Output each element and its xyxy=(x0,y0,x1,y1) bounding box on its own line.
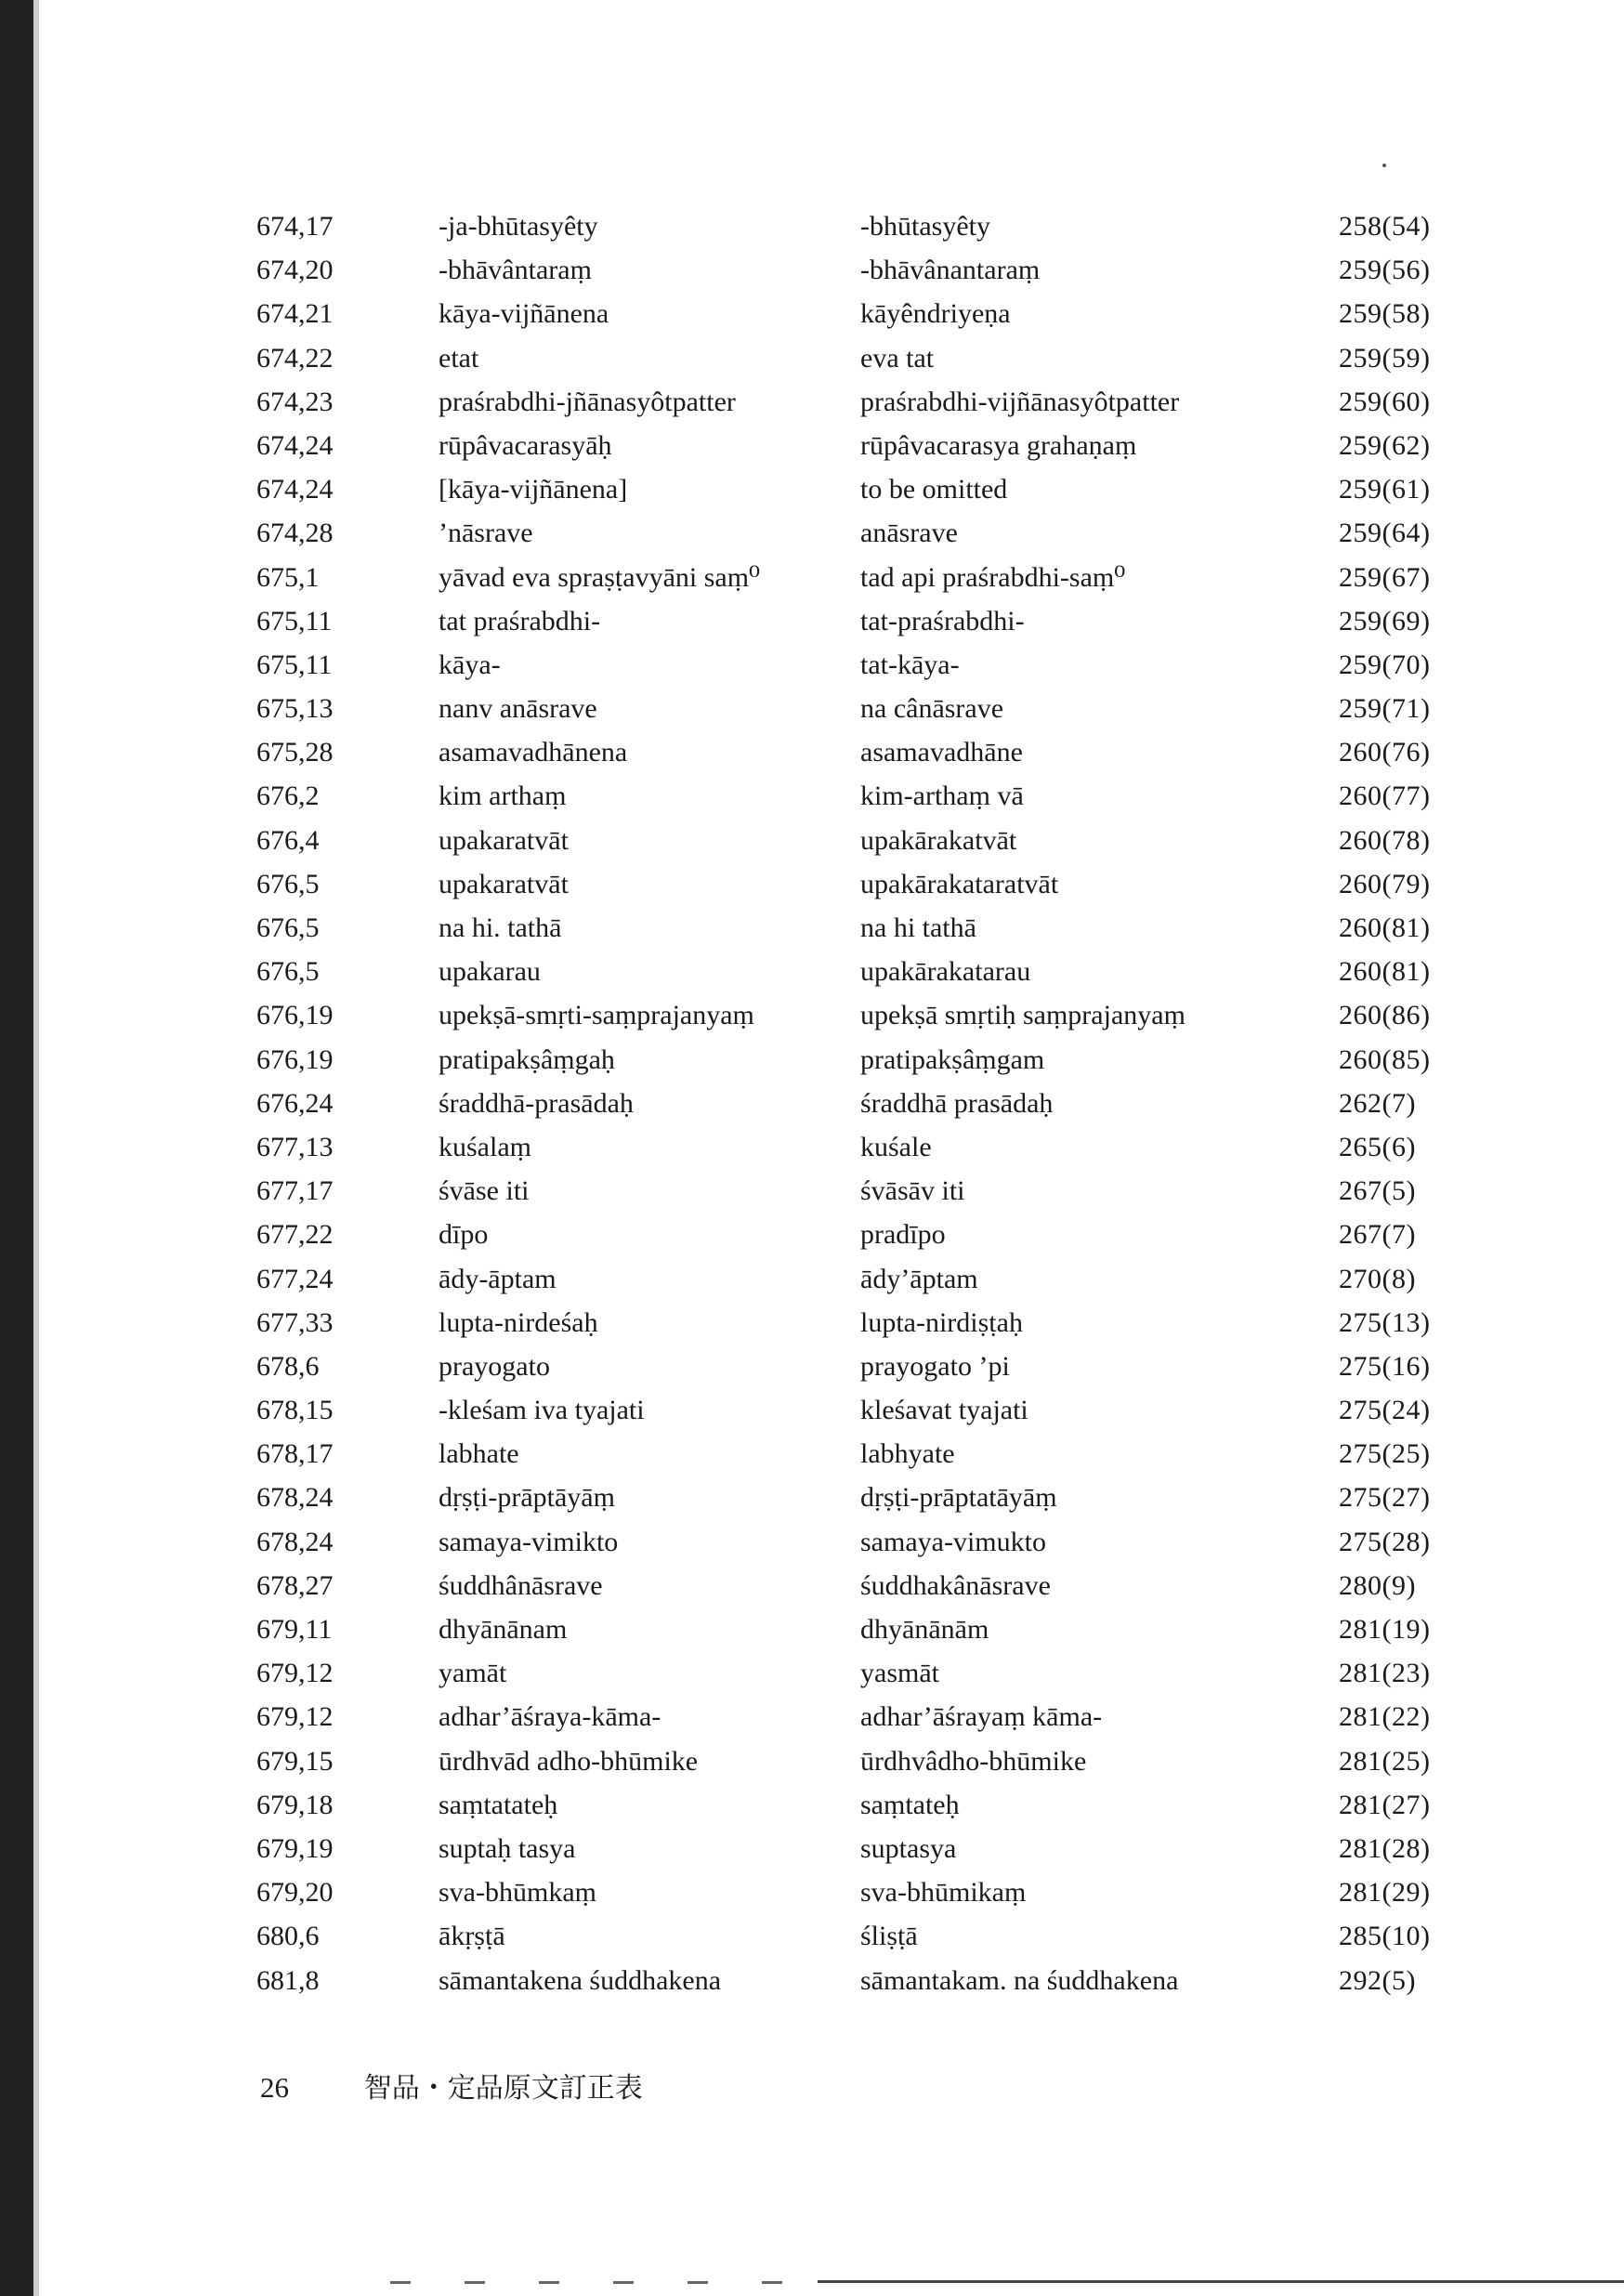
corrected-reading: na hi tathā xyxy=(860,912,976,943)
table-row xyxy=(256,1476,1464,1519)
line-ref: 674,17 xyxy=(256,211,334,242)
page-number: 26 xyxy=(260,2071,289,2104)
page-reference: 281(19) xyxy=(1339,1614,1431,1645)
table-row xyxy=(256,993,1464,1037)
page-reference: 259(56) xyxy=(1339,255,1431,286)
corrected-reading: suptasya xyxy=(860,1832,957,1864)
original-reading: yāvad eva spraṣṭavyāni saṃ⁰ xyxy=(439,561,761,593)
page-reference: 259(58) xyxy=(1339,298,1431,330)
original-reading: kāya- xyxy=(439,649,501,680)
corrected-reading: saṃtateḥ xyxy=(860,1789,960,1820)
corrected-reading: tat-kāya- xyxy=(860,649,960,680)
table-row xyxy=(256,1739,1464,1783)
table-row xyxy=(256,599,1464,643)
table-row xyxy=(256,819,1464,862)
original-reading: kāya-vijñānena xyxy=(439,298,609,330)
corrected-reading: kim-arthaṃ vā xyxy=(860,781,1024,812)
original-reading: na hi. tathā xyxy=(439,912,562,943)
table-row xyxy=(256,1388,1464,1432)
page-reference: 259(60) xyxy=(1339,386,1431,417)
table-row xyxy=(256,906,1464,950)
table-row xyxy=(256,556,1464,599)
original-reading: [kāya-vijñānena] xyxy=(439,474,628,505)
page-reference: 292(5) xyxy=(1339,1964,1416,1996)
table-row xyxy=(256,1038,1464,1082)
original-reading: nanv anāsrave xyxy=(439,693,597,725)
line-ref: 679,20 xyxy=(256,1877,334,1909)
page-reference: 259(71) xyxy=(1339,693,1431,725)
page-reference: 260(78) xyxy=(1339,824,1431,856)
original-reading: upekṣā-smṛti-saṃprajanyaṃ xyxy=(439,1000,754,1031)
page-reference: 267(7) xyxy=(1339,1219,1416,1251)
corrected-reading: tad api praśrabdhi-saṃ⁰ xyxy=(860,561,1126,593)
original-reading: -bhāvântaraṃ xyxy=(439,255,592,286)
page-reference: 275(24) xyxy=(1339,1395,1431,1426)
original-reading: ākṛṣṭā xyxy=(439,1921,505,1952)
corrected-reading: dṛṣṭi-prāptatāyāṃ xyxy=(860,1482,1057,1514)
table-row xyxy=(256,1257,1464,1301)
table-row xyxy=(256,1345,1464,1388)
page-reference: 259(62) xyxy=(1339,429,1431,461)
line-ref: 679,11 xyxy=(256,1614,333,1645)
line-ref: 679,18 xyxy=(256,1789,334,1820)
corrected-reading: yasmāt xyxy=(860,1658,939,1689)
original-reading: upakaratvāt xyxy=(439,824,569,856)
page-reference: 260(85) xyxy=(1339,1043,1431,1075)
scan-edge-left xyxy=(0,0,33,2296)
line-ref: 681,8 xyxy=(256,1964,320,1996)
line-ref: 678,15 xyxy=(256,1395,334,1426)
page-reference: 259(70) xyxy=(1339,649,1431,680)
corrected-reading: dhyānānām xyxy=(860,1614,989,1645)
table-row xyxy=(256,1082,1464,1125)
line-ref: 674,21 xyxy=(256,298,334,330)
corrected-reading: śuddhakânāsrave xyxy=(860,1569,1051,1601)
page-reference: 260(81) xyxy=(1339,956,1431,988)
original-reading: prayogato xyxy=(439,1350,550,1382)
table-row xyxy=(256,1125,1464,1169)
original-reading: yamāt xyxy=(439,1658,507,1689)
corrected-reading: ādy’āptam xyxy=(860,1263,978,1294)
table-row xyxy=(256,950,1464,993)
line-ref: 679,12 xyxy=(256,1701,334,1733)
table-row xyxy=(256,1432,1464,1476)
line-ref: 678,27 xyxy=(256,1569,334,1601)
original-reading: ādy-āptam xyxy=(439,1263,557,1294)
page-reference: 262(7) xyxy=(1339,1087,1416,1119)
original-reading: lupta-nirdeśaḥ xyxy=(439,1306,598,1338)
corrected-reading: pratipakṣâṃgam xyxy=(860,1043,1045,1075)
page-reference: 275(27) xyxy=(1339,1482,1431,1514)
table-row xyxy=(256,1520,1464,1564)
original-reading: dṛṣṭi-prāptāyāṃ xyxy=(439,1482,615,1514)
original-reading: samaya-vimikto xyxy=(439,1526,619,1557)
corrected-reading: prayogato ’pi xyxy=(860,1350,1010,1382)
corrected-reading: samaya-vimukto xyxy=(860,1526,1046,1557)
original-reading: upakaratvāt xyxy=(439,868,569,899)
page-reference: 265(6) xyxy=(1339,1131,1416,1162)
table-row xyxy=(256,204,1464,248)
original-reading: suptaḥ tasya xyxy=(439,1832,576,1864)
original-reading: adhar’āśraya-kāma- xyxy=(439,1701,661,1733)
line-ref: 677,17 xyxy=(256,1175,334,1207)
page-reference: 258(54) xyxy=(1339,211,1431,242)
page-reference: 281(29) xyxy=(1339,1877,1431,1909)
page-reference: 281(28) xyxy=(1339,1832,1431,1864)
page-reference: 275(13) xyxy=(1339,1306,1431,1338)
table-row xyxy=(256,1695,1464,1738)
table-row xyxy=(256,1169,1464,1213)
table-row xyxy=(256,1301,1464,1345)
page-reference: 259(59) xyxy=(1339,342,1431,374)
original-reading: -ja-bhūtasyêty xyxy=(439,211,598,242)
original-reading: asamavadhānena xyxy=(439,737,628,768)
line-ref: 679,12 xyxy=(256,1658,334,1689)
line-ref: 675,13 xyxy=(256,693,334,725)
line-ref: 680,6 xyxy=(256,1921,320,1952)
corrected-reading: upekṣā smṛtiḥ saṃprajanyaṃ xyxy=(860,1000,1185,1031)
original-reading: rūpâvacarasyāḥ xyxy=(439,429,612,461)
original-reading: kuśalaṃ xyxy=(439,1131,531,1162)
line-ref: 679,19 xyxy=(256,1832,334,1864)
scan-edge-dashes xyxy=(390,2281,799,2284)
original-reading: labhate xyxy=(439,1438,519,1470)
page-reference: 270(8) xyxy=(1339,1263,1416,1294)
corrected-reading: upakārakataratvāt xyxy=(860,868,1059,899)
table-row xyxy=(256,467,1464,511)
line-ref: 675,11 xyxy=(256,605,333,636)
corrected-reading: sva-bhūmikaṃ xyxy=(860,1877,1027,1909)
page-reference: 280(9) xyxy=(1339,1569,1416,1601)
line-ref: 676,19 xyxy=(256,1000,334,1031)
page-reference: 275(16) xyxy=(1339,1350,1431,1382)
footer-title: 智品・定品原文訂正表 xyxy=(363,2072,643,2105)
original-reading: śraddhā-prasādaḥ xyxy=(439,1087,634,1119)
original-reading: kim arthaṃ xyxy=(439,781,567,812)
original-reading: pratipakṣâṃgaḥ xyxy=(439,1043,615,1075)
page-reference: 275(25) xyxy=(1339,1438,1431,1470)
page-reference: 281(25) xyxy=(1339,1745,1431,1777)
table-row xyxy=(256,1783,1464,1827)
table-row xyxy=(256,336,1464,380)
original-reading: sva-bhūmkaṃ xyxy=(439,1877,596,1909)
table-row xyxy=(256,1827,1464,1870)
original-reading: tat praśrabdhi- xyxy=(439,605,601,636)
scan-edge-bottom xyxy=(818,2280,1624,2283)
page-reference: 281(27) xyxy=(1339,1789,1431,1820)
table-row xyxy=(256,424,1464,467)
table-row xyxy=(256,511,1464,555)
table-row xyxy=(256,248,1464,292)
corrected-reading: kleśavat tyajati xyxy=(860,1395,1028,1426)
table-row xyxy=(256,1607,1464,1651)
table-row xyxy=(256,292,1464,335)
page-reference: 275(28) xyxy=(1339,1526,1431,1557)
table-row xyxy=(256,380,1464,424)
line-ref: 677,22 xyxy=(256,1219,334,1251)
original-reading: sāmantakena śuddhakena xyxy=(439,1964,722,1996)
line-ref: 674,24 xyxy=(256,474,334,505)
corrected-reading: anāsrave xyxy=(860,518,958,549)
page-reference: 260(77) xyxy=(1339,781,1431,812)
table-row xyxy=(256,1959,1464,2002)
table-row xyxy=(256,1870,1464,1914)
line-ref: 674,20 xyxy=(256,255,334,286)
page-reference: 259(64) xyxy=(1339,518,1431,549)
page-reference: 281(22) xyxy=(1339,1701,1431,1733)
corrected-reading: eva tat xyxy=(860,342,935,374)
corrected-reading: upakārakatvāt xyxy=(860,824,1017,856)
table-row xyxy=(256,862,1464,906)
original-reading: dīpo xyxy=(439,1219,489,1251)
line-ref: 677,24 xyxy=(256,1263,334,1294)
line-ref: 675,28 xyxy=(256,737,334,768)
table-row xyxy=(256,1914,1464,1958)
corrections-table xyxy=(256,204,1464,2002)
table-row xyxy=(256,687,1464,730)
corrected-reading: lupta-nirdiṣṭaḥ xyxy=(860,1306,1023,1338)
page-reference: 260(86) xyxy=(1339,1000,1431,1031)
original-reading: -kleśam iva tyajati xyxy=(439,1395,645,1426)
line-ref: 678,6 xyxy=(256,1350,320,1382)
corrected-reading: to be omitted xyxy=(860,474,1008,505)
table-row xyxy=(256,1564,1464,1607)
page-reference: 260(76) xyxy=(1339,737,1431,768)
table-row xyxy=(256,643,1464,687)
line-ref: 675,11 xyxy=(256,649,333,680)
line-ref: 679,15 xyxy=(256,1745,334,1777)
table-row xyxy=(256,730,1464,774)
page-footer xyxy=(260,2065,643,2106)
corrected-reading: labhyate xyxy=(860,1438,955,1470)
corrected-reading: -bhāvânantaraṃ xyxy=(860,255,1041,286)
page-reference: 281(23) xyxy=(1339,1658,1431,1689)
corrected-reading: kuśale xyxy=(860,1131,932,1162)
line-ref: 676,4 xyxy=(256,824,320,856)
page-reference: 259(61) xyxy=(1339,474,1431,505)
table-row xyxy=(256,774,1464,818)
corrected-reading: praśrabdhi-vijñānasyôtpatter xyxy=(860,386,1180,417)
original-reading: saṃtatateḥ xyxy=(439,1789,558,1820)
original-reading: dhyānānam xyxy=(439,1614,568,1645)
original-reading: etat xyxy=(439,342,479,374)
line-ref: 674,28 xyxy=(256,518,334,549)
line-ref: 674,22 xyxy=(256,342,334,374)
original-reading: ūrdhvād adho-bhūmike xyxy=(439,1745,699,1777)
original-reading: śvāse iti xyxy=(439,1175,530,1207)
corrected-reading: rūpâvacarasya grahaṇaṃ xyxy=(860,429,1137,461)
page-reference: 259(67) xyxy=(1339,561,1431,593)
corrected-reading: śvāsāv iti xyxy=(860,1175,965,1207)
page-reference: 267(5) xyxy=(1339,1175,1416,1207)
line-ref: 676,5 xyxy=(256,956,320,988)
page-reference: 260(81) xyxy=(1339,912,1431,943)
line-ref: 677,13 xyxy=(256,1131,334,1162)
corrected-reading: pradīpo xyxy=(860,1219,946,1251)
page-reference: 259(69) xyxy=(1339,605,1431,636)
original-reading: śuddhânāsrave xyxy=(439,1569,603,1601)
original-reading: upakarau xyxy=(439,956,541,988)
corrected-reading: upakārakatarau xyxy=(860,956,1031,988)
line-ref: 677,33 xyxy=(256,1306,334,1338)
corrected-reading: -bhūtasyêty xyxy=(860,211,990,242)
corrected-reading: śraddhā prasādaḥ xyxy=(860,1087,1054,1119)
line-ref: 674,23 xyxy=(256,386,334,417)
original-reading: ’nāsrave xyxy=(439,518,533,549)
table-row xyxy=(256,1651,1464,1695)
line-ref: 678,17 xyxy=(256,1438,334,1470)
line-ref: 676,5 xyxy=(256,912,320,943)
corrected-reading: śliṣṭā xyxy=(860,1921,918,1952)
corrected-reading: tat-praśrabdhi- xyxy=(860,605,1025,636)
line-ref: 678,24 xyxy=(256,1482,334,1514)
line-ref: 676,5 xyxy=(256,868,320,899)
corrected-reading: na cânāsrave xyxy=(860,693,1004,725)
corrected-reading: sāmantakam. na śuddhakena xyxy=(860,1964,1179,1996)
line-ref: 676,24 xyxy=(256,1087,334,1119)
original-reading: praśrabdhi-jñānasyôtpatter xyxy=(439,386,736,417)
page-reference: 260(79) xyxy=(1339,868,1431,899)
table-row xyxy=(256,1213,1464,1256)
page-reference: 285(10) xyxy=(1339,1921,1431,1952)
corrected-reading: adhar’āśrayaṃ kāma- xyxy=(860,1701,1103,1733)
scan-edge-left-shadow xyxy=(33,0,39,2296)
line-ref: 678,24 xyxy=(256,1526,334,1557)
line-ref: 676,2 xyxy=(256,781,320,812)
scan-speck xyxy=(1382,164,1386,167)
line-ref: 675,1 xyxy=(256,561,320,593)
corrected-reading: asamavadhāne xyxy=(860,737,1023,768)
corrected-reading: kāyêndriyeṇa xyxy=(860,298,1011,330)
corrected-reading: ūrdhvâdho-bhūmike xyxy=(860,1745,1087,1777)
line-ref: 674,24 xyxy=(256,429,334,461)
line-ref: 676,19 xyxy=(256,1043,334,1075)
